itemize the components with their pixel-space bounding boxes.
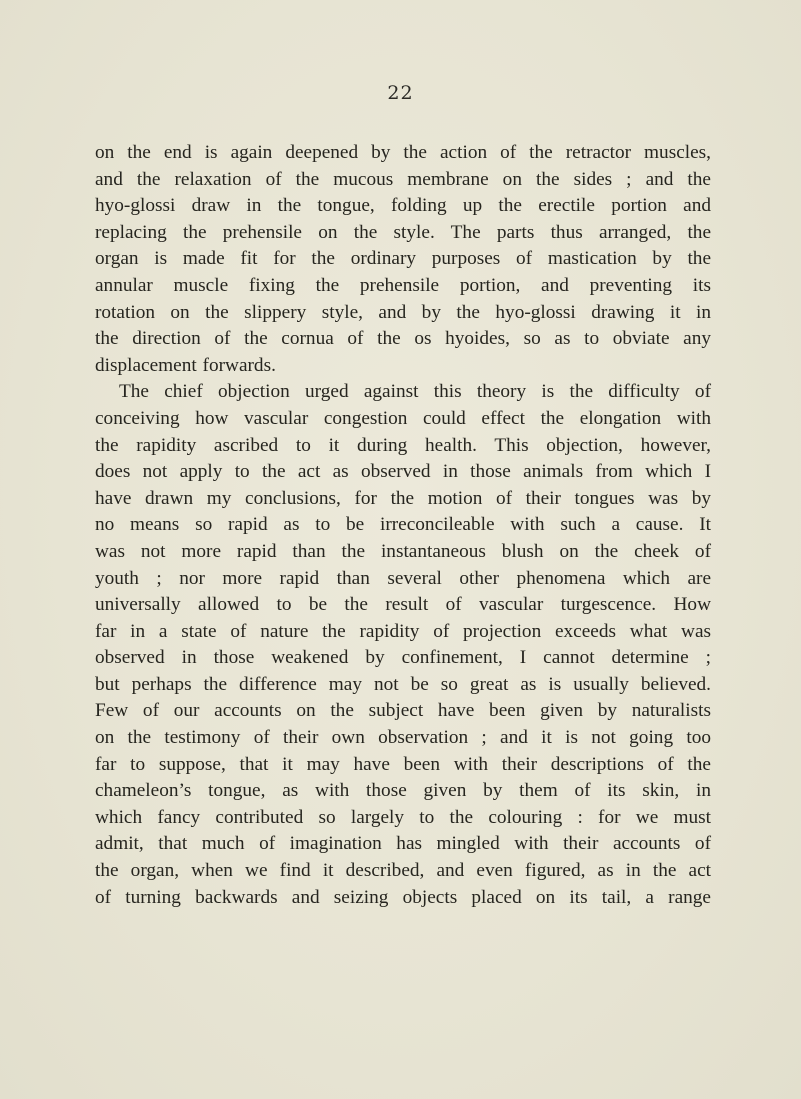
text-line: conceiving how vascular congestion could effect the elongation with — [95, 407, 711, 429]
text-line: no means so rapid as to be irreconcileable with such a cause. It — [95, 514, 711, 536]
text-line: far to suppose, that it may have been with their descriptions of the — [95, 753, 711, 775]
text-line: but perhaps the difference may not be so great as is usually believed. — [95, 673, 711, 695]
body-text — [95, 140, 711, 911]
text-line: youth ; nor more rapid than several other phenomena which are — [95, 567, 711, 589]
text-line: the organ, when we find it described, and even figured, as in the act — [95, 860, 711, 882]
text-line: admit, that much of imagination has mingled with their accounts of — [95, 833, 711, 855]
text-line: Few of our accounts on the subject have been given by naturalists — [95, 700, 711, 722]
text-line: on the end is again deepened by the action of the retractor muscles, — [95, 142, 711, 163]
text-line: The chief objection urged against this theory is the difficulty of — [119, 381, 711, 403]
text-line: universally allowed to be the result of vascular turgescence. How — [95, 594, 711, 616]
text-line: displacement forwards. — [95, 354, 276, 376]
text-line: annular muscle fixing the prehensile portion, and preventing its — [95, 274, 711, 296]
text-line: and the relaxation of the mucous membrane on the sides ; and the — [95, 168, 711, 190]
text-line: the direction of the cornua of the os hyoides, so as to obviate any — [95, 328, 711, 350]
text-line: observed in those weakened by confinement, I cannot determine ; — [95, 647, 711, 669]
text-line: rotation on the slippery style, and by the hyo-glossi drawing it in — [95, 301, 711, 323]
text-line: the rapidity ascribed to it during health. This objection, however, — [95, 434, 711, 456]
text-line: does not apply to the act as observed in those animals from which I — [95, 461, 711, 483]
page-number: 22 — [387, 82, 414, 104]
text-line: of turning backwards and seizing objects placed on its tail, a range — [95, 886, 711, 908]
text-line: replacing the prehensile on the style. The parts thus arranged, the — [95, 221, 711, 243]
text-line: which fancy contributed so largely to the colouring : for we must — [95, 806, 711, 828]
text-line: chameleon’s tongue, as with those given by them of its skin, in — [95, 780, 711, 802]
text-line: organ is made fit for the ordinary purposes of mastication by the — [95, 248, 711, 270]
text-line: hyo-glossi draw in the tongue, folding up the erectile portion and — [95, 195, 711, 217]
text-line: have drawn my conclusions, for the motion of their tongues was by — [95, 487, 711, 509]
text-line: was not more rapid than the instantaneous blush on the cheek of — [95, 540, 711, 562]
text-line: far in a state of nature the rapidity of projection exceeds what was — [95, 620, 711, 642]
text-line: on the testimony of their own observation ; and it is not going too — [95, 727, 711, 749]
